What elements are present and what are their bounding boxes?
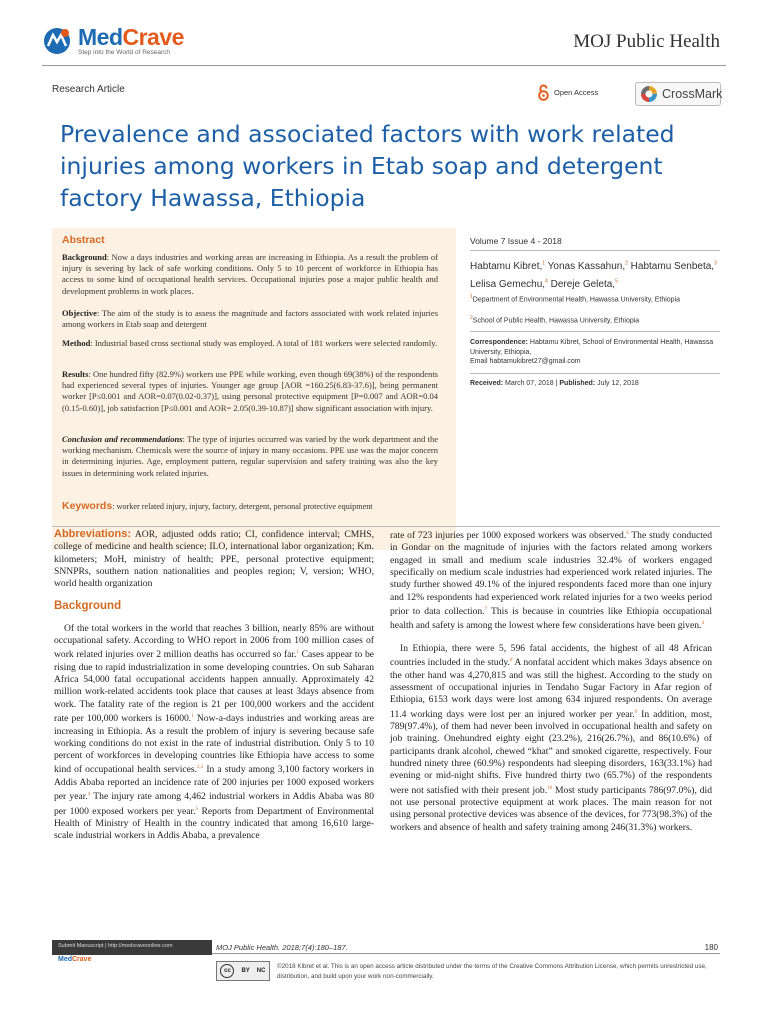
abstract-method-label: Method xyxy=(62,338,91,348)
open-access-badge[interactable] xyxy=(537,84,598,101)
info-divider xyxy=(470,250,720,251)
citation-link[interactable]: 1 xyxy=(296,650,299,656)
abstract-conclusion-text: : The type of injuries occurred was varied by the work department and the working mechanism. Chemicals were the source of injury in many occasions. PPE use was the major concern in determining injuries. Age, employment pattern, regular supervision and safety training was also the key issues in determining work related injuries. xyxy=(62,434,438,478)
citation-link[interactable]: 6 xyxy=(626,531,629,536)
correspondence-text: Habtamu Kibret, School of Environmental Health, Hawassa University, Ethiopia, xyxy=(470,339,714,356)
publisher-logo[interactable] xyxy=(42,26,184,57)
abstract-background-text: : Now a days industries and working areas are increasing in Ethiopia. As a result the problem of injury is severing by lack of safe working conditions. Only 5 to 10 percent of workforce in Ethiopia has access to some kind of occupational health services. Occupational injuries pose a major public health and development problems in work places. xyxy=(62,252,438,296)
crossmark-icon xyxy=(640,85,658,103)
abstract-results-label: Results xyxy=(62,369,89,379)
author-list xyxy=(470,257,720,292)
abstract-method-text: : Industrial based cross sectional study was employed. A total of 181 workers were selected randomly. xyxy=(90,338,438,348)
published-date: July 12, 2018 xyxy=(595,380,639,387)
body-column-right xyxy=(390,528,712,834)
citation-link[interactable]: 9 xyxy=(634,709,638,715)
abbreviations-paragraph xyxy=(54,528,374,590)
body-paragraph: rate of 723 injuries per 1000 exposed workers was observed.$^6$ The study conducted in Gondar on the magnitude of injuries with the factors related among workers engaged in small and medium scale industries 32.4% of workers engaged specifically on medium scale industries had experienced work related injuries. The study further showed 49.1% of the injured respondents faced more than one injury and 12% respondents had experienced work related injuries for a two weeks period prior to data collection.$^7$ This is because in countries like Ethiopia occupational health and safety is among the lowest where few considerations have been given.$^4$ xyxy=(390,530,712,632)
open-access-label: Open Access xyxy=(554,88,599,97)
footer-divider xyxy=(212,953,720,954)
footer-citation: MOJ Public Health. 2018;7(4):180‒187. xyxy=(216,943,348,952)
abstract-objective-text: : The aim of the study is to assess the magnitude and factors associated with work related injuries among workers in Etab soap and detergent xyxy=(62,308,438,330)
citation-link[interactable]: 4 xyxy=(87,792,91,798)
keywords-row xyxy=(62,500,466,512)
received-label: Received: xyxy=(470,380,504,387)
received-date: March 07, 2018 | xyxy=(503,380,560,387)
correspondence-email[interactable]: Email habtamukibret27@gmail.com xyxy=(470,358,581,365)
published-label: Published: xyxy=(559,380,596,387)
keywords-label: Keywords xyxy=(62,500,113,512)
article-type: Research Article xyxy=(52,84,125,95)
citation-link[interactable]: 10 xyxy=(547,785,553,791)
background-heading: Background xyxy=(54,600,122,613)
header-divider xyxy=(42,65,726,66)
abstract-method xyxy=(62,338,438,349)
abstract-objective xyxy=(62,308,438,330)
page-number: 180 xyxy=(704,943,718,952)
publisher-name xyxy=(78,26,184,49)
open-access-icon xyxy=(537,84,550,101)
abstract-background xyxy=(62,252,438,297)
abbreviations-label: Abbreviations: xyxy=(54,528,132,540)
abbreviations-text: AOR, adjusted odds ratio; CI, confidence interval; CMHS, college of medicine and health science; ILO, international labor organization; Km. kilometers; MoH, ministry of health; PPE, personal protective equipment; SNNPRs, southern nation nationalities and peoples region; V, version; WHO, world health organization xyxy=(54,529,374,590)
citation-link[interactable]: 7 xyxy=(484,606,488,612)
medcrave-logo-icon xyxy=(42,26,72,56)
publisher-name-b: Crave xyxy=(122,24,184,50)
author-2[interactable]: Yonas Kassahun,$^2$ xyxy=(545,261,628,273)
footer-logo: MedCrave xyxy=(58,956,92,963)
crossmark-label: CrossMark xyxy=(662,87,723,101)
author-4[interactable]: Lelisa Gemechu,$^4$ xyxy=(470,278,548,290)
crossmark-button[interactable] xyxy=(635,82,721,106)
abstract-heading: Abstract xyxy=(62,234,105,246)
citation-link[interactable]: 5 xyxy=(195,806,199,812)
abstract-results-text: : One hundred fifty (82.9%) workers use PPE while working, even though 69(38%) of the respondents had experienced several types of injuries. Younger age group [AOR =160.25(6.83-37.6)], being permanent worker [P≤0.001 and AOR=0.07(0.02-0.37)], using personal protective equipment [P=0.007 and AOR=0.04 (0.15-0.60)], job satisfaction [P≤0.001 and AOR= 2.05(0.39-10.87)] show significant association with injury. xyxy=(62,369,438,413)
author-1[interactable]: Habtamu Kibret,$^1$ xyxy=(470,261,546,273)
abstract-conclusion-label: Conclusion and recommendations xyxy=(62,434,183,444)
abstract-results xyxy=(62,369,438,414)
info-divider xyxy=(470,331,720,332)
background-paragraph: Of the total workers in the world that reaches 3 billion, nearly 85% are without occupational safety. According to WHO report in 2006 from 100 million cases of work related injuries over 2 million deaths has occurred so far.$^1$ Cases appear to be rising due to rapid industrialization in some developing countries. On sub Saharan Africa 54,000 fatal occupational accidents happen annually. Approximately 42 million work-related accidents took place that causes at least 3days absence from work. The fatality rate of the region is 21 per 100,000 workers and the accident rate per 100,000 workers is 16000.$^1$ Now-a-days industries and working areas are increasing in Ethiopia. As a result the problem of injury is severing because safe working conditions do not exist in the rate of industrial distribution. Only 5 to 10 percent of workforces in developing countries like Ethiopia have access to some kind of occupational health services.$^{2,3}$ In a study among 3,100 factory workers in Addis Ababa reported an incidence rate of 200 injuries per 1000 exposed workers per year.$^4$ The injury rate among 4,462 industrial workers in Addis Ababa was 80 per 1000 exposed workers per year.$^5$ Reports from Department of Environmental Health of Ministry of Health in the country indicated that among 16,610 large-scale industrial workers in Addis Ababa, a prevalence xyxy=(54,622,375,842)
article-dates xyxy=(470,380,720,387)
submit-manuscript-link[interactable]: Submit Manuscript | http://medcraveonline.com xyxy=(58,943,173,949)
publisher-tagline: Step into the World of Research xyxy=(78,49,171,56)
article-title: Prevalence and associated factors with work related injuries among workers in Etab soap and detergent factory Hawassa, Ethiopia xyxy=(60,120,675,212)
keywords-text: : worker related injury, injury, factory, detergent, personal protective equipment xyxy=(112,502,373,511)
author-5[interactable]: Dereje Geleta,$^5$ xyxy=(547,278,618,290)
correspondence xyxy=(470,338,720,367)
affiliation-2: $^2$School of Public Health, Hawassa University, Ethiopia xyxy=(470,315,640,325)
abstract-background-label: Background xyxy=(62,252,107,262)
info-divider xyxy=(470,373,720,374)
cc-license-icon[interactable]: cc BY NC xyxy=(216,961,270,981)
citation-link[interactable]: 4 xyxy=(701,621,704,627)
author-3[interactable]: Habtamu Senbeta,$^3$ xyxy=(627,261,717,273)
affiliation-1: $^1$Department of Environmental Health, Hawassa University, Ethiopia xyxy=(470,294,681,304)
body-paragraph: In Ethiopia, there were 5, 596 fatal accidents, the highest of all 48 African countries included in the study.$^8$ A nonfatal accident which makes 3days absence on the other hand was 4,270,815 and was still the highest. According to the study on assessment of occupational injuries in Tendaho Sugar Factory in Afar region of Ethiopia, 6153 work days were lost among 634 injured respondents. On average 11.4 working days were lost per an injured worker per year.$^9$ In addition, most, 789(97.4%), of them had never been involved in occupational health and safety on job training. Onehundred eighty eight (23.2%), 216(26.7%), and 86(10.6%) of participants drank alcohol, chewed “khat” and smoked cigarette, respectively. Four hundred ninety three (60.9%) respondents had sleeping disorders, 163(33.1%) had evening or mid-night shifts. Five hundred thirty two (65.7%) of the respondents were not satisfied with their present job.$^{10}$ Most study participants 786(97.0%), did not use personal protective equipment at work places. The main reason for not using personal protective devices was absence of the devices, for 773(98.3%) of the workers and absence of health and safety training among 246(31.3%) workers. xyxy=(390,642,712,833)
citation-link[interactable]: 8 xyxy=(509,658,513,664)
journal-name[interactable]: MOJ Public Health xyxy=(573,31,720,52)
body-column-left xyxy=(54,528,374,843)
abstract-conclusion xyxy=(62,434,438,479)
citation-link[interactable]: 1 xyxy=(191,714,194,720)
citation-link[interactable]: 2,3 xyxy=(197,765,204,771)
license-text: ©2018 Kibret et al. This is an open access article distributed under the terms of the Creative Commons Attribution License, which permits unrestricted use, distribution, and build upon your work non-commercially. xyxy=(277,963,707,980)
volume-issue: Volume 7 Issue 4 - 2018 xyxy=(470,236,562,246)
correspondence-label: Correspondence: xyxy=(470,339,528,346)
publisher-name-a: Med xyxy=(78,24,123,50)
abstract-objective-label: Objective xyxy=(62,308,97,318)
section-divider xyxy=(52,526,720,527)
